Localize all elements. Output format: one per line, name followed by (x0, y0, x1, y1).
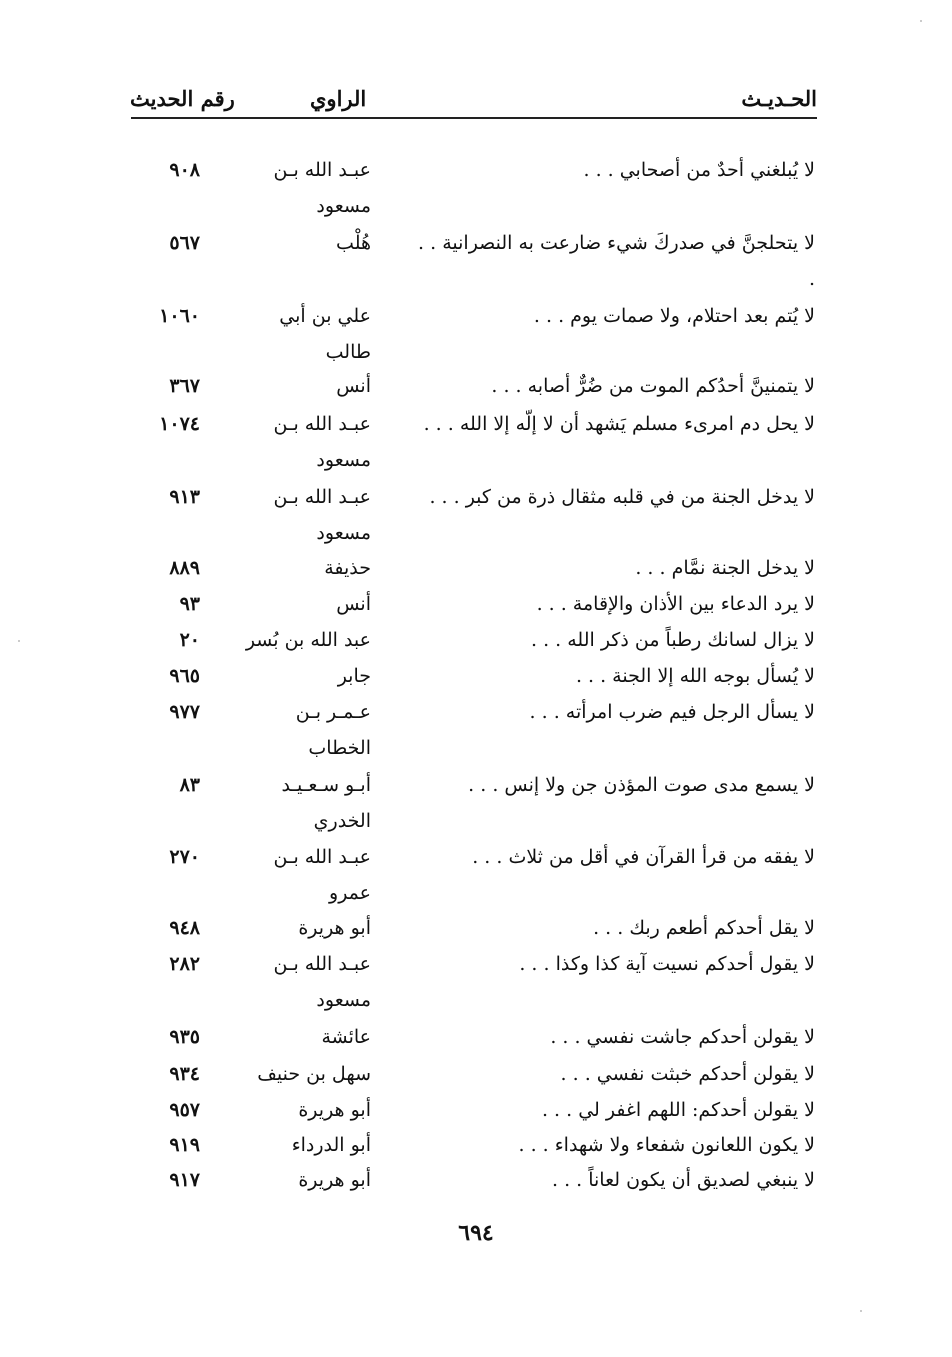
header-rule (131, 117, 817, 119)
hadith-text: لا يحل دم امرىء مسلم يَشهد أن لا إلّه إلا الله . . . (423, 413, 815, 435)
hadith-number: ١٠٧٤ (159, 413, 200, 435)
narrator-name: عبـد الله بـن مسعود (273, 486, 371, 544)
page-number: ٦٩٤ (458, 1220, 494, 1246)
hadith-text: لا يفقه من قرأ القرآن في أقل من ثلاث . . . (472, 846, 815, 868)
hadith-text: لا يتمنينَّ أحدُكم الموت من ضُرٌّ أصابه . . . (491, 375, 815, 397)
hadith-number: ٩١٧ (169, 1169, 200, 1191)
narrator-name: أنس (336, 375, 371, 397)
hadith-text: لا يتحلجنَّ في صدركَ شيء ضارعت به النصرانية . . . (418, 232, 815, 290)
column-header-narrator: الراوي (310, 86, 367, 111)
column-header-number: رقم الحديث (130, 86, 235, 111)
hadith-text: لا يُتم بعد احتلام، ولا صمات يوم . . . (533, 305, 815, 327)
narrator-name: عبـد الله بـن عمرو (273, 846, 371, 904)
hadith-text: لا يُبلغني أحدٌ من أصحابي . . . (583, 159, 815, 181)
narrator-name: هُلْب (336, 232, 371, 254)
hadith-number: ٩٦٥ (169, 665, 200, 687)
hadith-number: ٩٧٧ (169, 701, 200, 723)
scan-speck (920, 20, 922, 22)
hadith-number: ٩١٩ (169, 1134, 200, 1156)
narrator-name: أبو هريرة (298, 917, 371, 939)
hadith-number: ٩١٣ (169, 486, 200, 508)
hadith-text: لا يقولن أحدكم خبثت نفسي . . . (560, 1063, 815, 1085)
narrator-name: عـمـر بـن الخطاب (295, 701, 371, 759)
narrator-name: عبـد الله بـن مسعود (273, 159, 371, 217)
hadith-text: لا ينبغي لصديق أن يكون لعاناً . . . (551, 1169, 815, 1191)
hadith-number: ٨٨٩ (169, 557, 200, 579)
narrator-name: أبو هريرة (298, 1169, 371, 1191)
narrator-name: حذيفة (324, 557, 371, 579)
narrator-name: علي بن أبي طالب (279, 305, 371, 363)
narrator-name: عبـد الله بـن مسعود (273, 413, 371, 471)
scan-speck (860, 1310, 862, 1312)
hadith-text: لا يقول أحدكم نسيت آية كذا وكذا . . . (519, 953, 815, 975)
hadith-text: لا يدخل الجنة من في قلبه مثقال ذرة من كبر . . . (429, 486, 815, 508)
narrator-name: عبـد الله بـن مسعود (273, 953, 371, 1011)
scan-speck (18, 640, 20, 642)
hadith-number: ٩٠٨ (169, 159, 200, 181)
hadith-number: ٩٥٧ (169, 1099, 200, 1121)
hadith-number: ٢٨٢ (169, 953, 200, 975)
narrator-name: جابر (337, 665, 371, 687)
hadith-number: ٥٦٧ (169, 232, 200, 254)
hadith-number: ٢٧٠ (169, 846, 200, 868)
hadith-text: لا يقولن أحدكم: اللهم اغفر لي . . . (541, 1099, 815, 1121)
hadith-number: ٩٣٤ (169, 1063, 200, 1085)
narrator-name: أنس (336, 593, 371, 615)
narrator-name: عبد الله بن بُسر (245, 629, 371, 651)
hadith-number: ٩٤٨ (169, 917, 200, 939)
hadith-text: لا يقولن أحدكم جاشت نفسي . . . (550, 1026, 815, 1048)
narrator-name: أبو هريرة (298, 1099, 371, 1121)
hadith-text: لا يسمع مدى صوت المؤذن جن ولا إنس . . . (468, 774, 815, 796)
hadith-text: لا يكون اللعانون شفعاء ولا شهداء . . . (518, 1134, 815, 1156)
hadith-number: ٢٠ (179, 629, 200, 651)
narrator-name: سهل بن حنيف (257, 1063, 371, 1085)
hadith-number: ٩٣٥ (169, 1026, 200, 1048)
hadith-number: ٨٣ (179, 774, 200, 796)
hadith-text: لا يقل أحدكم أطعم ربك . . . (593, 917, 815, 939)
column-header-hadith: الحـديـث (741, 86, 817, 111)
narrator-name: عائشة (321, 1026, 371, 1048)
hadith-text: لا يدخل الجنة نمَّام . . . (635, 557, 815, 579)
hadith-text: لا يزال لسانك رطباً من ذكر الله . . . (531, 629, 815, 651)
hadith-number: ٩٣ (179, 593, 200, 615)
hadith-text: لا يرد الدعاء بين الأذان والإقامة . . . (536, 593, 815, 615)
narrator-name: أبـو سـعـيـد الخدري (281, 774, 371, 832)
hadith-text: لا يُسأل بوجه الله إلا الجنة . . . (575, 665, 815, 687)
narrator-name: أبو الدرداء (291, 1134, 371, 1156)
hadith-text: لا يسأل الرجل فيم ضرب امرأته . . . (529, 701, 815, 723)
hadith-number: ٣٦٧ (169, 375, 200, 397)
hadith-number: ١٠٦٠ (159, 305, 200, 327)
